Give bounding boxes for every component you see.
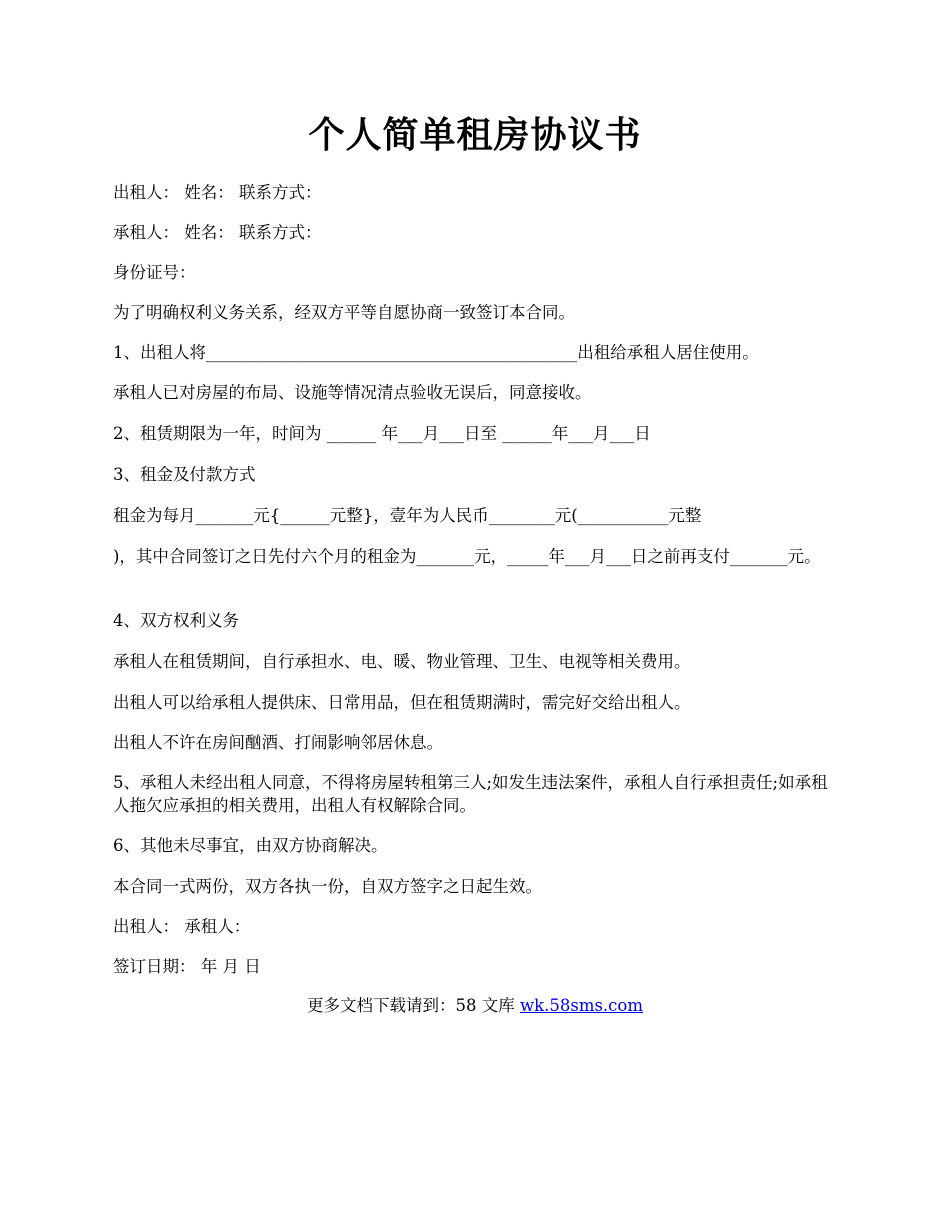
preamble-paragraph: 为了明确权利义务关系，经双方平等自愿协商一致签订本合同。: [113, 303, 575, 322]
lessor-provisions-paragraph: 出租人可以给承租人提供床、日常用品，但在租赁期满时，需完好交给出租人。: [113, 693, 691, 712]
clause-1-paragraph: 1、出租人将_____________________________________________出租给承租人居住使用。: [113, 343, 759, 362]
copies-paragraph: 本合同一式两份，双方各执一份，自双方签字之日起生效。: [113, 877, 542, 896]
rent-amount-paragraph: 租金为每月_______元{______元整}，壹年为人民币________元(___________元整: [113, 506, 702, 525]
lessee-expenses-paragraph: 承租人在租赁期间，自行承担水、电、暖、物业管理、卫生、电视等相关费用。: [113, 652, 691, 671]
download-footer: [0, 994, 950, 1017]
clause-5-paragraph: 5、承租人未经出租人同意，不得将房屋转租第三人;如发生违法案件，承租人自行承担责任;如承租人拖欠应承担的相关费用，出租人有权解除合同。: [113, 773, 828, 815]
lessee-info-line: 承租人： 姓名： 联系方式：: [113, 223, 322, 242]
conduct-rules-paragraph: 出租人不许在房间酗酒、打闹影响邻居休息。: [113, 733, 443, 752]
clause-6-paragraph: 6、其他未尽事宜，由双方协商解决。: [113, 836, 388, 855]
id-number-line: 身份证号：: [113, 263, 196, 282]
signature-line: 出租人： 承租人：: [113, 917, 251, 936]
signing-date-line: 签订日期： 年 月 日: [113, 957, 261, 976]
lessor-info-line: 出租人： 姓名： 联系方式：: [113, 183, 322, 202]
acceptance-paragraph: 承租人已对房屋的布局、设施等情况清点验收无误后，同意接收。: [113, 383, 592, 402]
clause-2-paragraph: 2、租赁期限为一年，时间为 ______ 年___月___日至 ______年___月___日: [113, 424, 651, 443]
document-title: 个人简单租房协议书: [308, 115, 642, 156]
footer-text: 更多文档下载请到：58 文库: [306, 996, 520, 1015]
footer-link[interactable]: wk.58sms.com: [519, 996, 643, 1015]
payment-schedule-paragraph: )，其中合同签订之日先付六个月的租金为_______元，_____年___月___日之前再支付_______元。: [113, 547, 821, 566]
clause-4-heading: 4、双方权利义务: [113, 611, 239, 630]
clause-3-heading: 3、租金及付款方式: [113, 465, 256, 484]
